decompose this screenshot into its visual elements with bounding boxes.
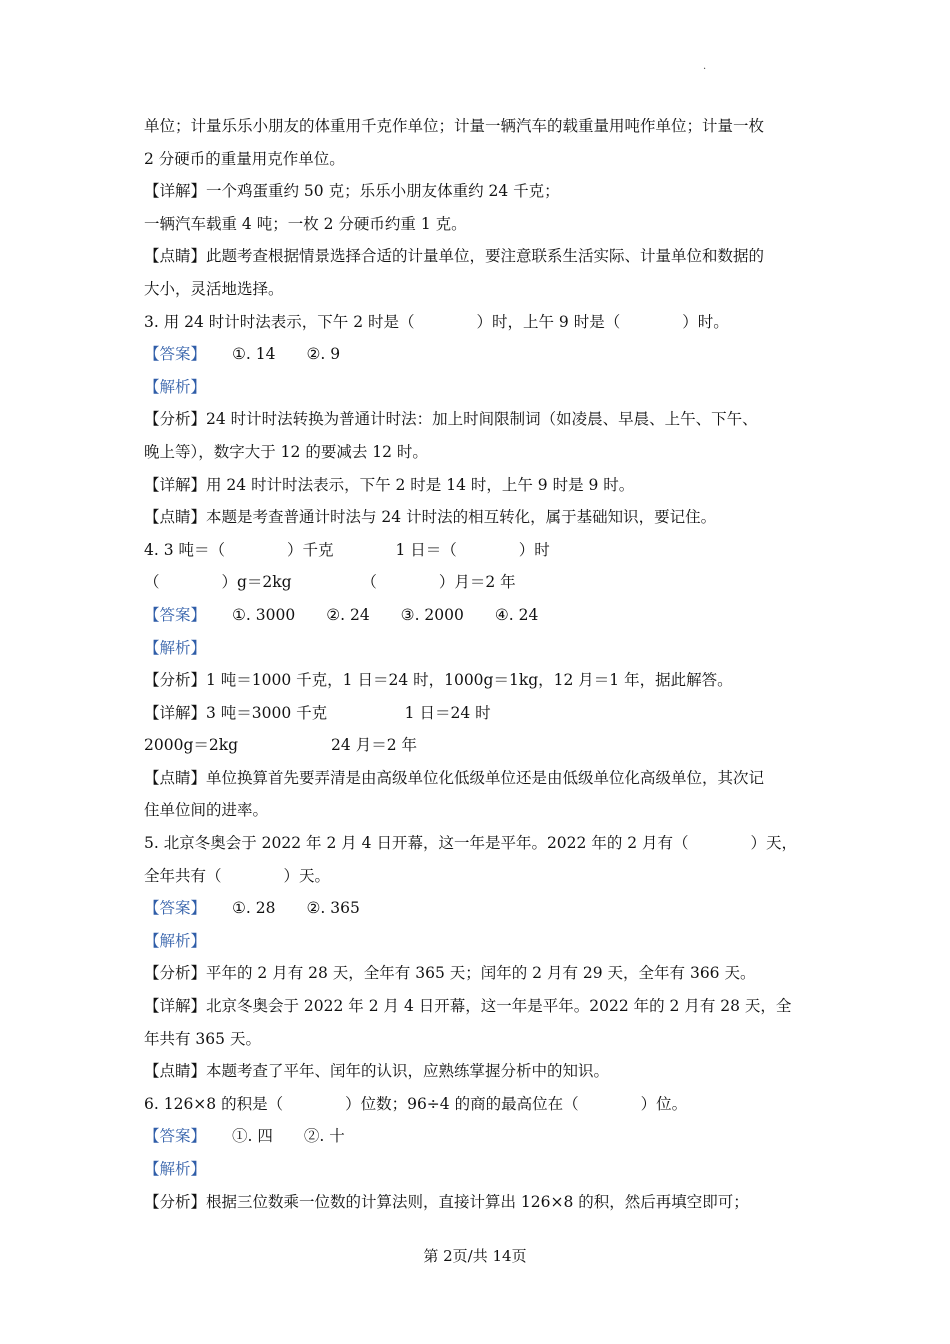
text-line: 5. 北京冬奥会于 2022 年 2 月 4 日开幕，这一年是平年。2022 年的 2 月有（ ）天， [144, 834, 798, 853]
text-line: 【详解】用 24 时计时法表示，下午 2 时是 14 时，上午 9 时是 9 时。 [144, 475, 635, 494]
text-line: 大小，灵活地选择。 [144, 279, 284, 298]
answer-line [144, 1120, 810, 1153]
text-line: 【点睛】单位换算首先要弄清是由高级单位化低级单位还是由低级单位化高级单位，其次记 [144, 768, 765, 787]
answer-text: ①. 14 ②. 9 [232, 345, 341, 364]
answer-label: 【答案】 [144, 345, 207, 364]
text-line: 年共有 365 天。 [144, 1029, 261, 1048]
answer-line [144, 338, 810, 371]
analysis-label: 【解析】 [144, 1160, 207, 1178]
text-line: （ ）g＝2kg （ ）月＝2 年 [144, 573, 516, 592]
answer-text: ①. 28 ②. 365 [232, 899, 360, 918]
text-line: 【详解】一个鸡蛋重约 50 克；乐乐小朋友体重约 24 千克； [144, 182, 560, 201]
text-line: 【分析】根据三位数乘一位数的计算法则，直接计算出 126×8 的积，然后再填空即可； [144, 1192, 749, 1211]
analysis-label: 【解析】 [144, 931, 207, 950]
text-line: 2000g＝2kg 24 月＝2 年 [144, 736, 417, 755]
answer-text: ①. 3000 ②. 24 ③. 2000 ④. 24 [232, 605, 539, 624]
text-line: 【点睛】本题是考查普通计时法与 24 计时法的相互转化，属于基础知识，要记住。 [144, 508, 717, 527]
page-footer: 第 2页/共 14页 [423, 1247, 527, 1265]
text-line: 【点睛】此题考查根据情景选择合适的计量单位，要注意联系生活实际、计量单位和数据的 [144, 247, 765, 266]
answer-label: 【答案】 [144, 605, 207, 624]
text-line: 【点睛】本题考查了平年、闰年的认识，应熟练掌握分析中的知识。 [144, 1062, 610, 1081]
answer-label: 【答案】 [144, 899, 207, 918]
text-line: 【详解】3 吨＝3000 千克 1 日＝24 时 [144, 703, 491, 722]
analysis-label: 【解析】 [144, 638, 207, 657]
text-line: 【分析】1 吨＝1000 千克，1 日＝24 时，1000g＝1kg，12 月＝1 年，据此解答。 [144, 671, 733, 690]
text-line: 4. 3 吨＝（ ）千克 1 日＝（ ）时 [144, 540, 550, 559]
answer-label: 【答案】 [144, 1127, 207, 1146]
text-line: 【分析】24 时计时法转换为普通计时法：加上时间限制词（如凌晨、早晨、上午、下午、 [144, 410, 758, 429]
text-line: 6. 126×8 的积是（ ）位数；96÷4 的商的最高位在（ ）位。 [144, 1094, 688, 1113]
answer-line [144, 892, 810, 925]
text-line: 一辆汽车载重 4 吨；一枚 2 分硬币约重 1 克。 [144, 214, 467, 233]
text-line: 【详解】北京冬奥会于 2022 年 2 月 4 日开幕，这一年是平年。2022 年的 2 月有 28 天，全 [144, 997, 792, 1016]
text-line: 晚上等），数字大于 12 的要减去 12 时。 [144, 442, 428, 461]
analysis-label: 【解析】 [144, 377, 207, 396]
answer-text: ①. 四 ②. 十 [232, 1127, 345, 1146]
text-line: 住单位间的进率。 [144, 801, 269, 820]
text-line: 【分析】平年的 2 月有 28 天，全年有 365 天；闰年的 2 月有 29 天，全年有 366 天。 [144, 964, 756, 983]
text-line: 2 分硬币的重量用克作单位。 [144, 149, 345, 168]
answer-line [144, 599, 810, 632]
document-body [144, 110, 810, 1218]
header-dot: . [703, 61, 707, 72]
text-line: 单位；计量乐乐小朋友的体重用千克作单位；计量一辆汽车的载重量用吨作单位；计量一枚 [144, 117, 765, 135]
text-line: 全年共有（ ）天。 [144, 866, 331, 885]
text-line: 3. 用 24 时计时法表示，下午 2 时是（ ）时，上午 9 时是（ ）时。 [144, 312, 729, 331]
